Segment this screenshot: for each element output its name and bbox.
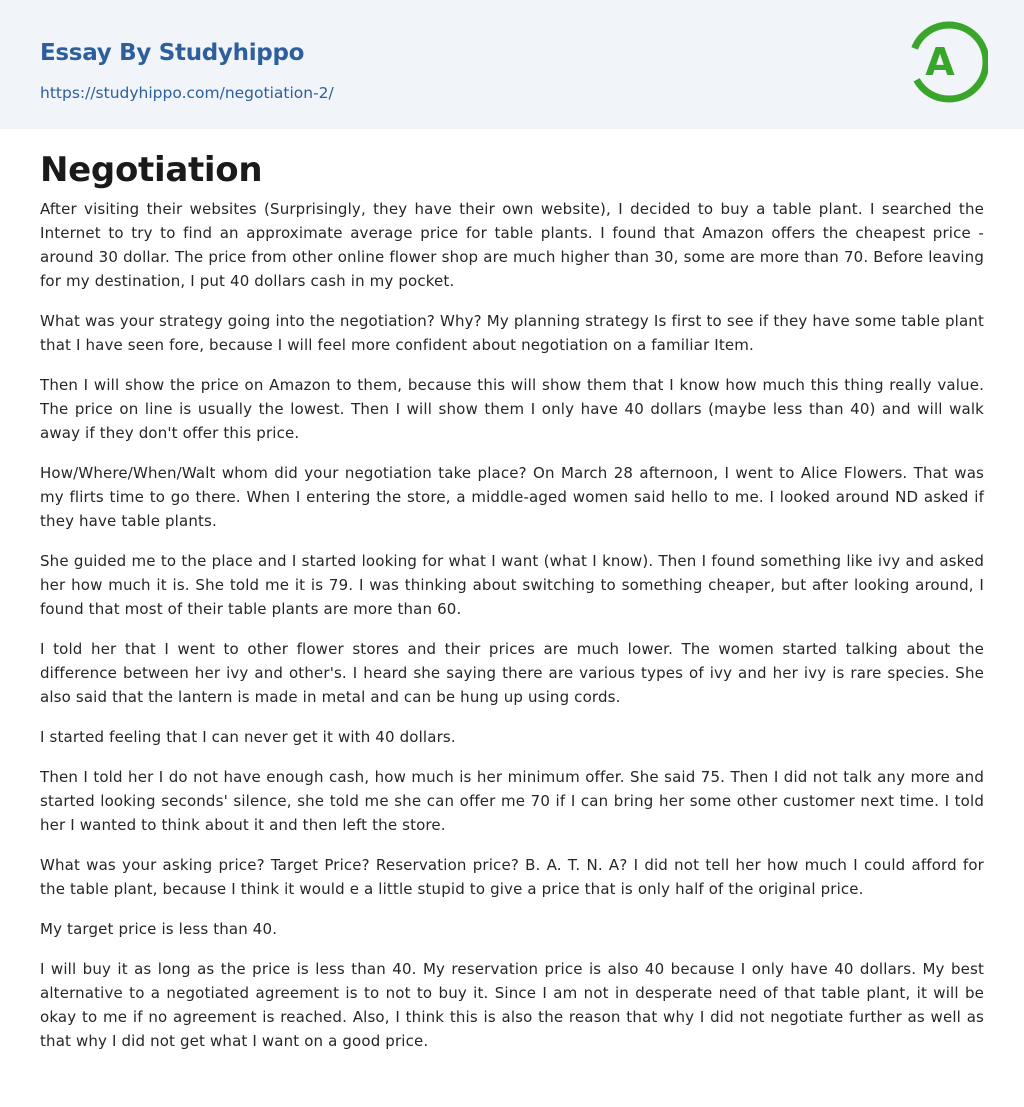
essay-paragraph: After visiting their websites (Surprisingly, they have their own website), I decided to buy a table plant. I searched the Internet to try to find an approximate average price for table plants. I found that Amazon offers the cheapest price - around 30 dollar. The price from other online flower shop are much higher than 30, some are more than 70. Before leaving for my destination, I put 40 dollars cash in my pocket. — [40, 200, 984, 290]
essay-paragraph: She guided me to the place and I started looking for what I want (what I know). Then I found something like ivy and asked her how much it is. She told me it is 79. I was thinking about switching to something cheaper, but after looking around, I found that most of their table plants are more than 60. — [40, 552, 984, 618]
studyhippo-logo[interactable] — [910, 18, 988, 106]
essay-paragraph: Then I will show the price on Amazon to them, because this will show them that I know how much this thing really value. The price on line is usually the lowest. Then I will show them I only have 40 dollars (maybe less than 40) and will walk away if they don't offer this price. — [40, 376, 984, 442]
essay-body — [40, 197, 984, 1053]
site-brand[interactable]: Essay By Studyhippo — [40, 40, 305, 66]
essay-paragraph: My target price is less than 40. — [40, 920, 278, 938]
essay-title: Negotiation — [40, 150, 263, 190]
essay-paragraph: What was your asking price? Target Price? Reservation price? B. A. T. N. A? I did not tell her how much I could afford for the table plant, because I think it would e a little stupid to give a price that is only half of the original price. — [40, 856, 984, 898]
essay-paragraph: I told her that I went to other flower stores and their prices are much lower. The women started talking about the difference between her ivy and other's. I heard she saying there are various types of ivy and her ivy is rare species. She also said that the lantern is made in metal and can be hung up using cords. — [40, 640, 984, 706]
page-header — [0, 0, 1024, 129]
essay-paragraph: I started feeling that I can never get it with 40 dollars. — [40, 728, 456, 746]
logo-letter: A — [925, 40, 955, 84]
essay-paragraph: What was your strategy going into the negotiation? Why? My planning strategy Is first to see if they have some table plant that I have seen fore, because I will feel more confident about negotiation on a familiar Item. — [40, 312, 984, 354]
essay-paragraph: How/Where/When/Walt whom did your negotiation take place? On March 28 afternoon, I went to Alice Flowers. That was my flirts time to go there. When I entering the store, a middle-aged women said hello to me. I looked around ND asked if they have table plants. — [40, 464, 984, 530]
essay-paragraph: I will buy it as long as the price is less than 40. My reservation price is also 40 because I only have 40 dollars. My best alternative to a negotiated agreement is to not to buy it. Since I am not in desperate need of that table plant, it will be okay to me if no agreement is reached. Also, I think this is also the reason that why I did not negotiate further as well as that why I did not get what I want on a good price. — [40, 960, 984, 1050]
source-url-link[interactable]: https://studyhippo.com/negotiation-2/ — [40, 84, 334, 102]
essay-content — [0, 148, 1024, 1053]
essay-paragraph: Then I told her I do not have enough cash, how much is her minimum offer. She said 75. Then I did not talk any more and started looking seconds' silence, she told me she can offer me 70 if I can bring her some other customer next time. I told her I wanted to think about it and then left the store. — [40, 768, 984, 834]
